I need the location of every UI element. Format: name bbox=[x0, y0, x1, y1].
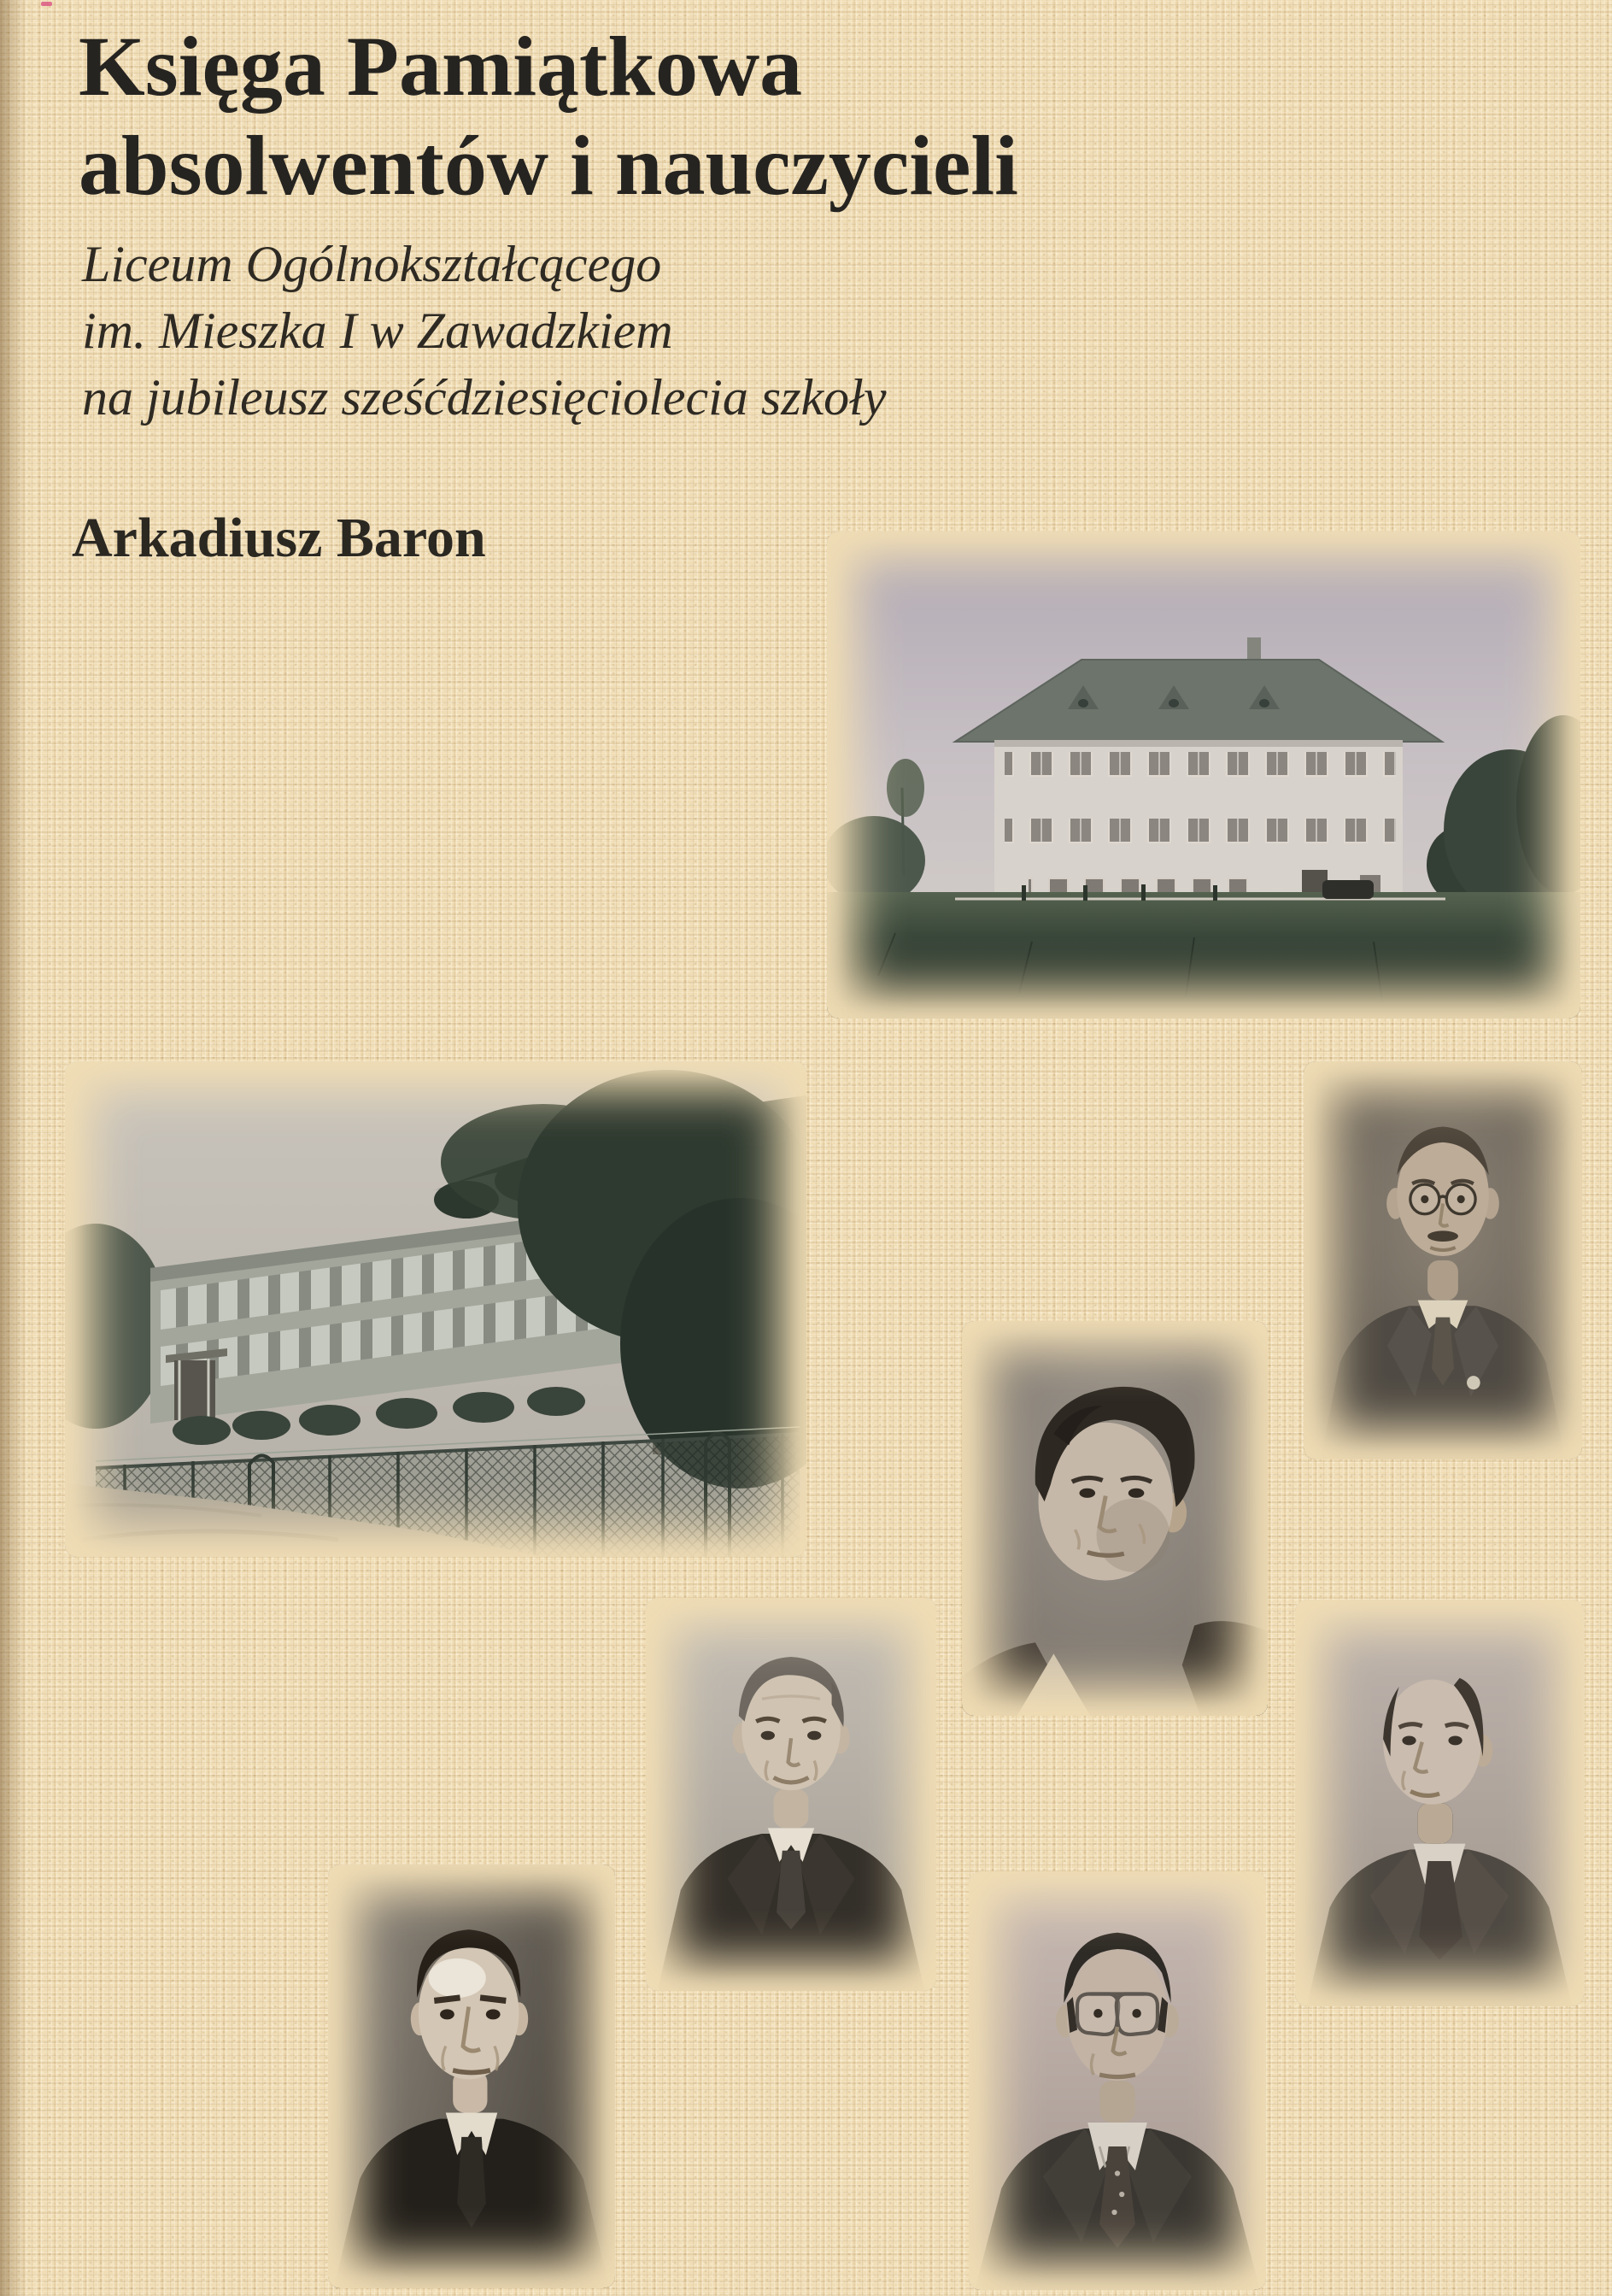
portrait-2-illustration bbox=[962, 1321, 1268, 1716]
photo-portrait-1 bbox=[1304, 1061, 1582, 1459]
moustache bbox=[1427, 1230, 1458, 1242]
portrait-1-illustration bbox=[1304, 1061, 1582, 1459]
photo-portrait-2 bbox=[962, 1321, 1268, 1716]
photo-portrait-5 bbox=[328, 1864, 615, 2288]
book-title-line2: absolwentów i nauczycieli bbox=[79, 118, 1018, 213]
book-title-line1: Księga Pamiątkowa bbox=[79, 19, 803, 114]
portrait-6-illustration bbox=[969, 1871, 1266, 2290]
old-school-illustration bbox=[827, 531, 1580, 1019]
portrait-5-illustration bbox=[328, 1864, 615, 2288]
photo-portrait-3 bbox=[646, 1598, 936, 1991]
meadow bbox=[827, 892, 1580, 1019]
photo-portrait-6 bbox=[969, 1871, 1266, 2290]
book-subtitle bbox=[82, 231, 886, 431]
book-subtitle-line3: na jubileusz sześćdziesięciolecia szkoły bbox=[82, 369, 887, 426]
book-title bbox=[79, 17, 1018, 215]
scan-edge-shadow bbox=[0, 0, 27, 2296]
photo-old-school-building bbox=[827, 531, 1580, 1019]
portrait-3-illustration bbox=[646, 1598, 936, 1991]
portrait-4-illustration bbox=[1295, 1600, 1584, 2006]
scan-artifact bbox=[41, 2, 52, 6]
book-subtitle-line1: Liceum Ogólnokształcącego bbox=[82, 236, 662, 292]
photo-portrait-4 bbox=[1295, 1600, 1584, 2006]
photo-new-school-building bbox=[65, 1061, 806, 1557]
dark-vehicle bbox=[1322, 880, 1374, 899]
book-subtitle-line2: im. Mieszka I w Zawadzkiem bbox=[82, 302, 673, 359]
new-school-illustration bbox=[65, 1061, 806, 1557]
author-name: Arkadiusz Baron bbox=[72, 507, 486, 569]
